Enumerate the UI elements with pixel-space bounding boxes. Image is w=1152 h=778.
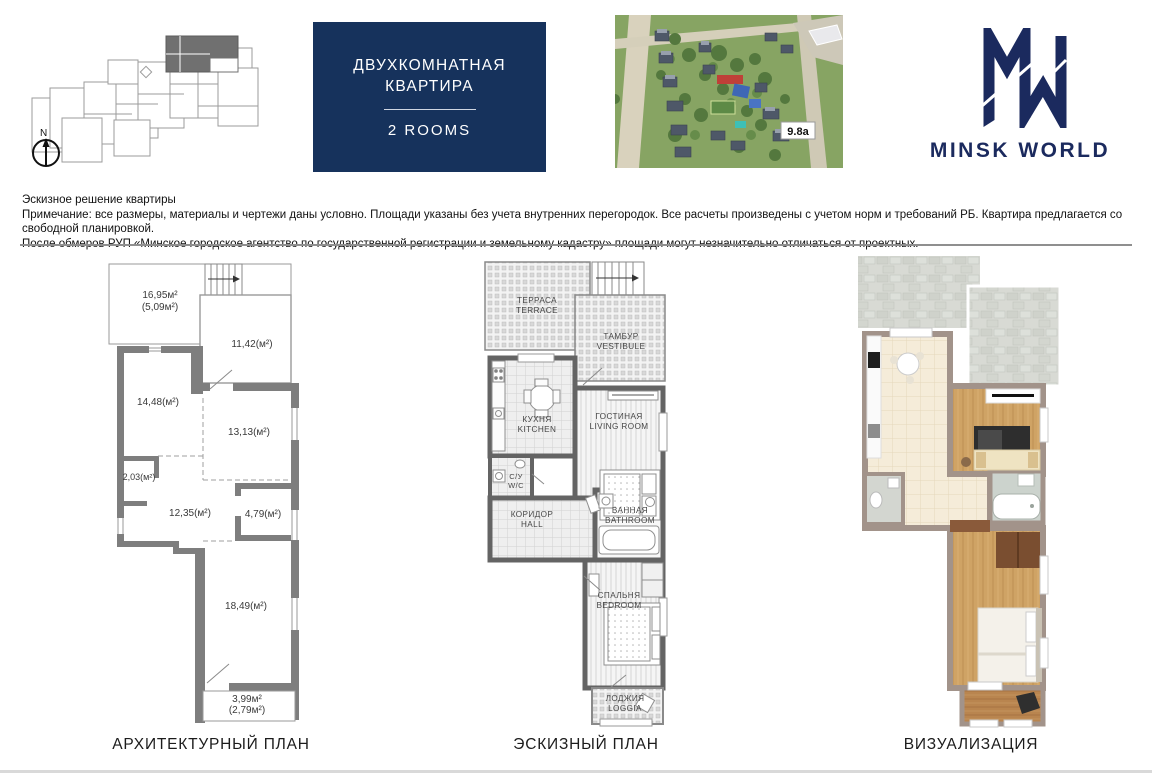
area-loggia-2: (2,79м²)	[228, 705, 266, 716]
visualization-drawing	[850, 256, 1068, 728]
room-hall-en: HALL	[520, 520, 544, 529]
room-kitchen-ru: КУХНЯ	[522, 415, 552, 424]
room-bathroom-en: BATHROOM	[605, 516, 655, 525]
disclaimer-line-1: Эскизное решение квартиры	[22, 194, 176, 206]
disclaimer-block	[22, 193, 1137, 251]
area-bedroom: 18,49(м²)	[225, 601, 267, 612]
room-kitchen-en: KITCHEN	[517, 425, 557, 434]
area-room-left: 14,48(м²)	[137, 397, 179, 408]
highlighted-unit	[166, 36, 238, 72]
sketch-plan	[480, 258, 680, 733]
sketch-plan-drawing	[480, 258, 680, 728]
floor-location-plan	[18, 10, 286, 182]
area-hall: 12,35(м²)	[169, 508, 211, 519]
area-closet: 2,03(м²)	[122, 472, 156, 482]
room-living-en: LIVING ROOM	[589, 422, 649, 431]
bottom-divider-line	[0, 770, 1152, 773]
area-terrace: 16,95м²	[142, 290, 178, 301]
architectural-plan-drawing	[95, 258, 320, 728]
room-terrace-en: TERRACE	[516, 306, 558, 315]
aerial-render-drawing	[615, 15, 843, 168]
room-living-ru: ГОСТИНАЯ	[595, 412, 643, 421]
top-divider-line	[20, 244, 1132, 246]
room-bathroom-ru: ВАННАЯ	[611, 506, 649, 515]
mw-monogram-icon	[972, 28, 1068, 128]
room-loggia-en: LOGGIA	[608, 704, 642, 713]
room-loggia-ru: ЛОДЖИЯ	[605, 694, 645, 703]
area-loggia: 3,99м²	[232, 694, 262, 705]
site-number-text: 9.8а	[787, 126, 809, 138]
apartment-type-subtitle: 2 ROOMS	[387, 122, 472, 139]
badge-divider	[384, 109, 476, 110]
apartment-type-title: ДВУХКОМНАТНАЯ КВАРТИРА	[353, 57, 506, 95]
room-bedroom-ru: СПАЛЬНЯ	[597, 591, 641, 600]
brand-logo	[918, 28, 1122, 168]
caption-visualization: ВИЗУАЛИЗАЦИЯ	[903, 736, 1039, 753]
room-vestibule-en: VESTIBULE	[596, 342, 646, 351]
room-bedroom-en: BEDROOM	[596, 601, 642, 610]
area-room-top-right: 11,42(м²)	[231, 339, 273, 350]
room-vestibule-ru: ТАМБУР	[603, 332, 639, 341]
door-leaves	[207, 370, 232, 683]
brand-logo-text: MINSK WORLD	[929, 139, 1111, 162]
room-hall-ru: КОРИДОР	[510, 510, 554, 519]
architectural-plan	[95, 258, 320, 733]
room-wc-ru: С/У	[509, 472, 523, 481]
disclaimer-line-2: Примечание: все размеры, материалы и чертежи даны условно. Площади указаны без учета внутренних перегородок. Все расчеты произведены с учетом норм и требований РБ. Квартира предлагается со свободной планировкой.	[22, 208, 1123, 235]
caption-sketch-plan: ЭСКИЗНЫЙ ПЛАН	[513, 736, 659, 753]
room-wc-en: W/C	[508, 481, 524, 490]
building-outline-drawing	[18, 10, 286, 182]
visualization-render	[850, 256, 1068, 733]
area-room-middle: 13,13(м²)	[228, 427, 270, 438]
aerial-site-render	[615, 15, 843, 168]
site-number-label	[781, 122, 815, 139]
area-terrace-2: (5,09м²)	[141, 302, 179, 313]
caption-architectural-plan: АРХИТЕКТУРНЫЙ ПЛАН	[112, 736, 310, 753]
compass-label: N	[40, 128, 48, 139]
apartment-type-badge	[313, 22, 546, 172]
area-bathroom: 4,79(м²)	[244, 509, 282, 520]
room-terrace-ru: ТЕРРАСА	[516, 296, 558, 305]
